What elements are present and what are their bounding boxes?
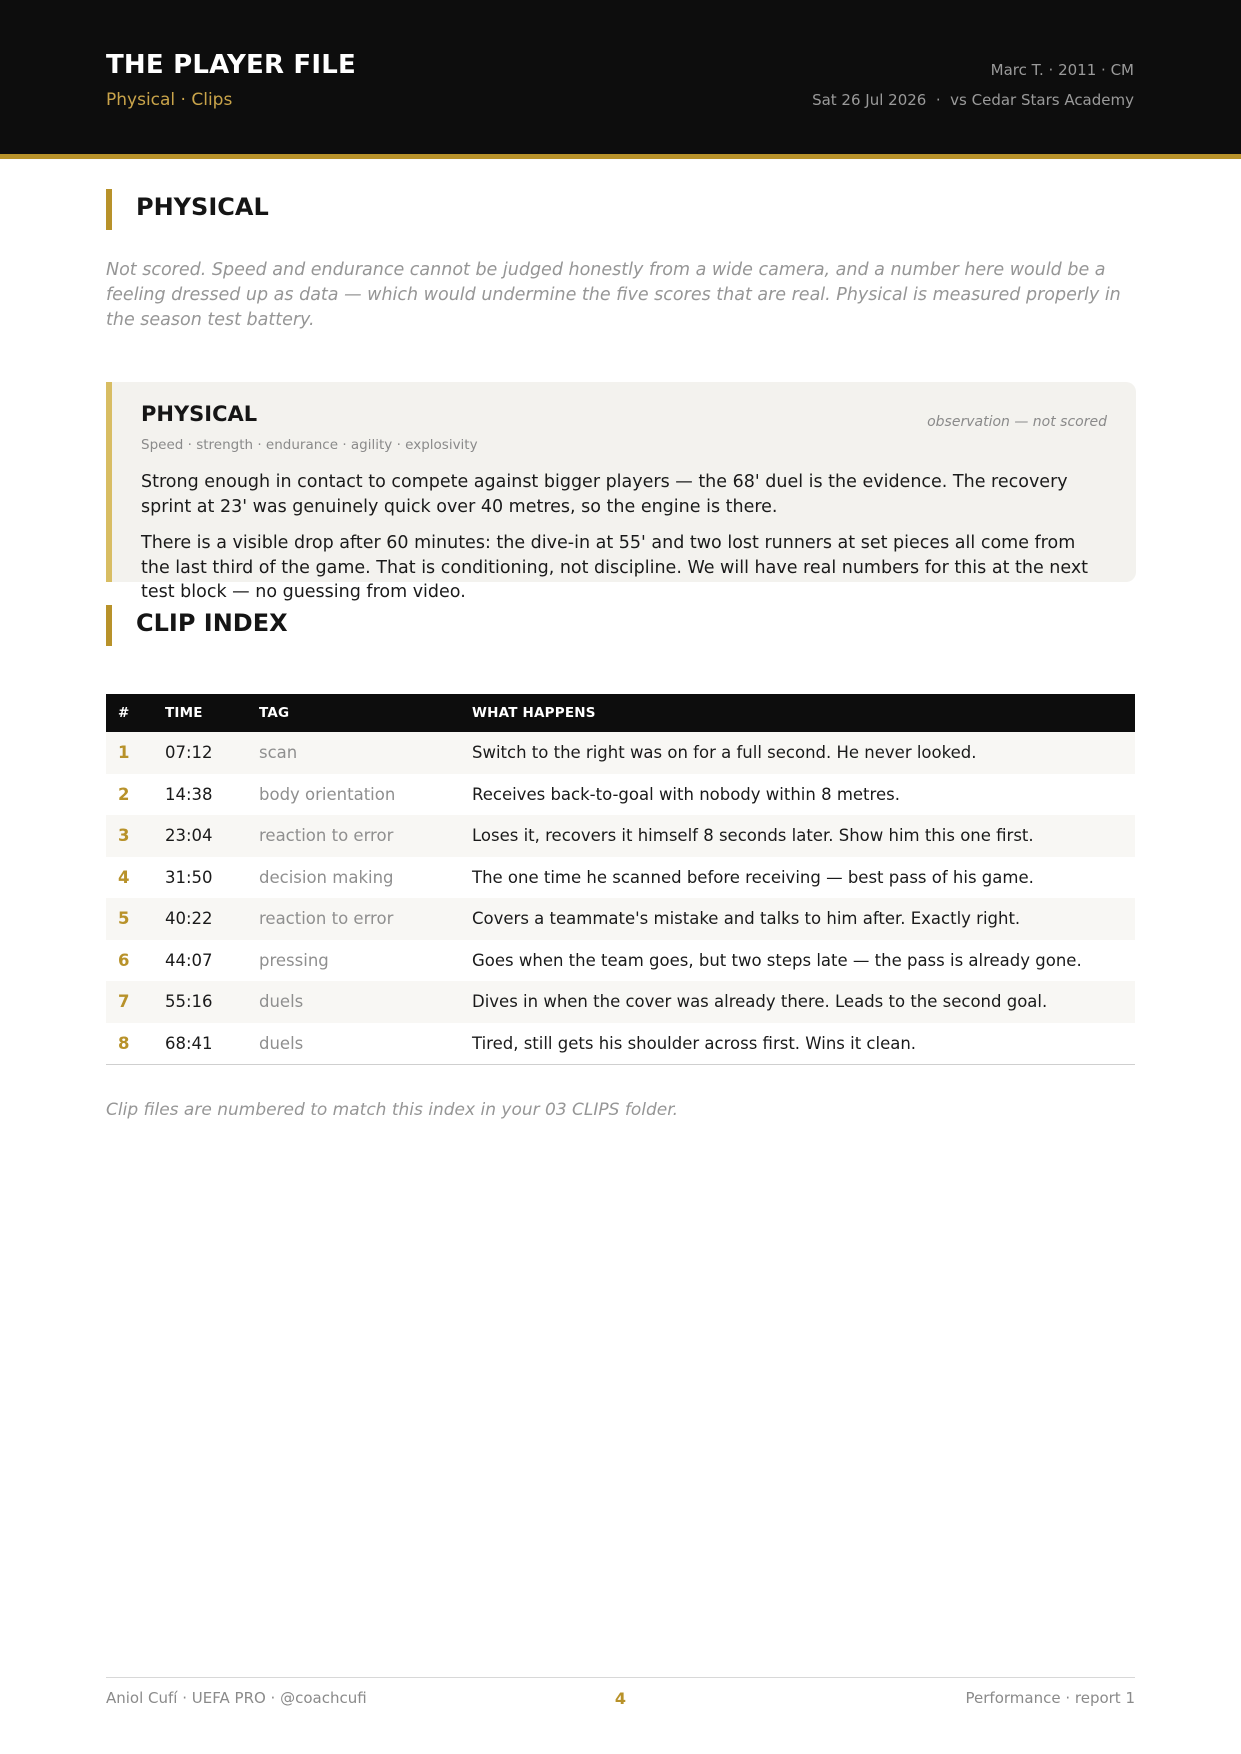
table-row <box>106 732 1135 774</box>
section-heading-text: CLIP INDEX <box>136 609 288 637</box>
clip-time: 68:41 <box>165 1033 213 1053</box>
clip-description: Tired, still gets his shoulder across first. Wins it clean. <box>472 1033 917 1053</box>
page-footer <box>106 1677 1135 1717</box>
clip-description: Receives back-to-goal with nobody within 8 metres. <box>472 784 900 804</box>
clip-time: 40:22 <box>165 909 213 929</box>
card-attributes: Speed · strength · endurance · agility · explosivity <box>141 437 478 453</box>
clip-number: 8 <box>118 1033 130 1053</box>
section-heading-text: PHYSICAL <box>136 193 269 221</box>
clip-tag: scan <box>259 743 298 763</box>
clip-number: 6 <box>118 950 130 970</box>
clip-number: 1 <box>118 743 130 763</box>
clip-folder-note: Clip files are numbered to match this index in your 03 CLIPS folder. <box>106 1100 679 1120</box>
match-info: Sat 26 Jul 2026 · vs Cedar Stars Academy <box>812 91 1134 109</box>
table-row <box>106 981 1135 1023</box>
clip-number: 3 <box>118 826 130 846</box>
table-row <box>106 857 1135 899</box>
clip-tag: duels <box>259 992 304 1012</box>
clip-description: Covers a teammate's mistake and talks to him after. Exactly right. <box>472 909 1021 929</box>
section-heading-clip-index <box>106 605 288 646</box>
table-row <box>106 815 1135 857</box>
column-header-tag: TAG <box>259 705 290 721</box>
card-title: PHYSICAL <box>141 402 258 426</box>
clip-description: Goes when the team goes, but two steps late — the pass is already gone. <box>472 950 1082 970</box>
card-status-note: observation — not scored <box>927 414 1107 430</box>
clip-tag: reaction to error <box>259 909 394 929</box>
column-header-description: WHAT HAPPENS <box>472 705 596 721</box>
card-body <box>141 470 1091 617</box>
clip-tag: duels <box>259 1033 304 1053</box>
clip-time: 55:16 <box>165 992 213 1012</box>
clip-number: 4 <box>118 867 130 887</box>
clip-index-table <box>106 694 1135 1065</box>
column-header-time: TIME <box>165 705 203 721</box>
column-header-number: # <box>118 705 130 721</box>
section-heading-physical <box>106 189 269 230</box>
table-row <box>106 898 1135 940</box>
clip-number: 7 <box>118 992 130 1012</box>
physical-observation-card <box>106 382 1136 602</box>
clip-description: Dives in when the cover was already there. Leads to the second goal. <box>472 992 1048 1012</box>
document-subtitle: Physical · Clips <box>106 90 233 110</box>
clip-time: 44:07 <box>165 950 213 970</box>
clip-tag: body orientation <box>259 784 396 804</box>
clip-time: 31:50 <box>165 867 213 887</box>
table-header-row <box>106 694 1135 732</box>
table-row <box>106 940 1135 982</box>
page-number: 4 <box>614 1689 627 1708</box>
table-row <box>106 1023 1135 1065</box>
card-paragraph: Strong enough in contact to compete against bigger players — the 68' duel is the evidence. The recovery sprint at 23' was genuinely quick over 40 metres, so the engine is there. <box>141 472 1068 517</box>
card-paragraph: There is a visible drop after 60 minutes: the dive-in at 55' and two lost runners at set pieces all come from the last third of the game. That is conditioning, not discipline. We will have real numbers for this at the next test block — no guessing from video. <box>141 533 1089 602</box>
clip-description: Loses it, recovers it himself 8 seconds later. Show him this one first. <box>472 826 1034 846</box>
clip-description: Switch to the right was on for a full second. He never looked. <box>472 743 977 763</box>
player-info: Marc T. · 2011 · CM <box>990 61 1134 79</box>
clip-number: 2 <box>118 784 130 804</box>
physical-intro: Not scored. Speed and endurance cannot be judged honestly from a wide camera, and a number here would be a feeling dressed up as data — which would undermine the five scores that are real. Physical is measured properly in the season test battery. <box>106 260 1121 330</box>
clip-time: 14:38 <box>165 784 213 804</box>
footer-author: Aniol Cufí · UEFA PRO · @coachcufi <box>106 1689 367 1707</box>
clip-description: The one time he scanned before receiving — best pass of his game. <box>472 867 1034 887</box>
clip-tag: reaction to error <box>259 826 394 846</box>
clip-time: 07:12 <box>165 743 213 763</box>
page-header <box>0 0 1241 159</box>
clip-time: 23:04 <box>165 826 213 846</box>
clip-tag: pressing <box>259 950 329 970</box>
table-row <box>106 774 1135 816</box>
clip-number: 5 <box>118 909 130 929</box>
document-title: THE PLAYER FILE <box>106 50 356 80</box>
footer-report-label: Performance · report 1 <box>965 1689 1135 1707</box>
clip-tag: decision making <box>259 867 394 887</box>
